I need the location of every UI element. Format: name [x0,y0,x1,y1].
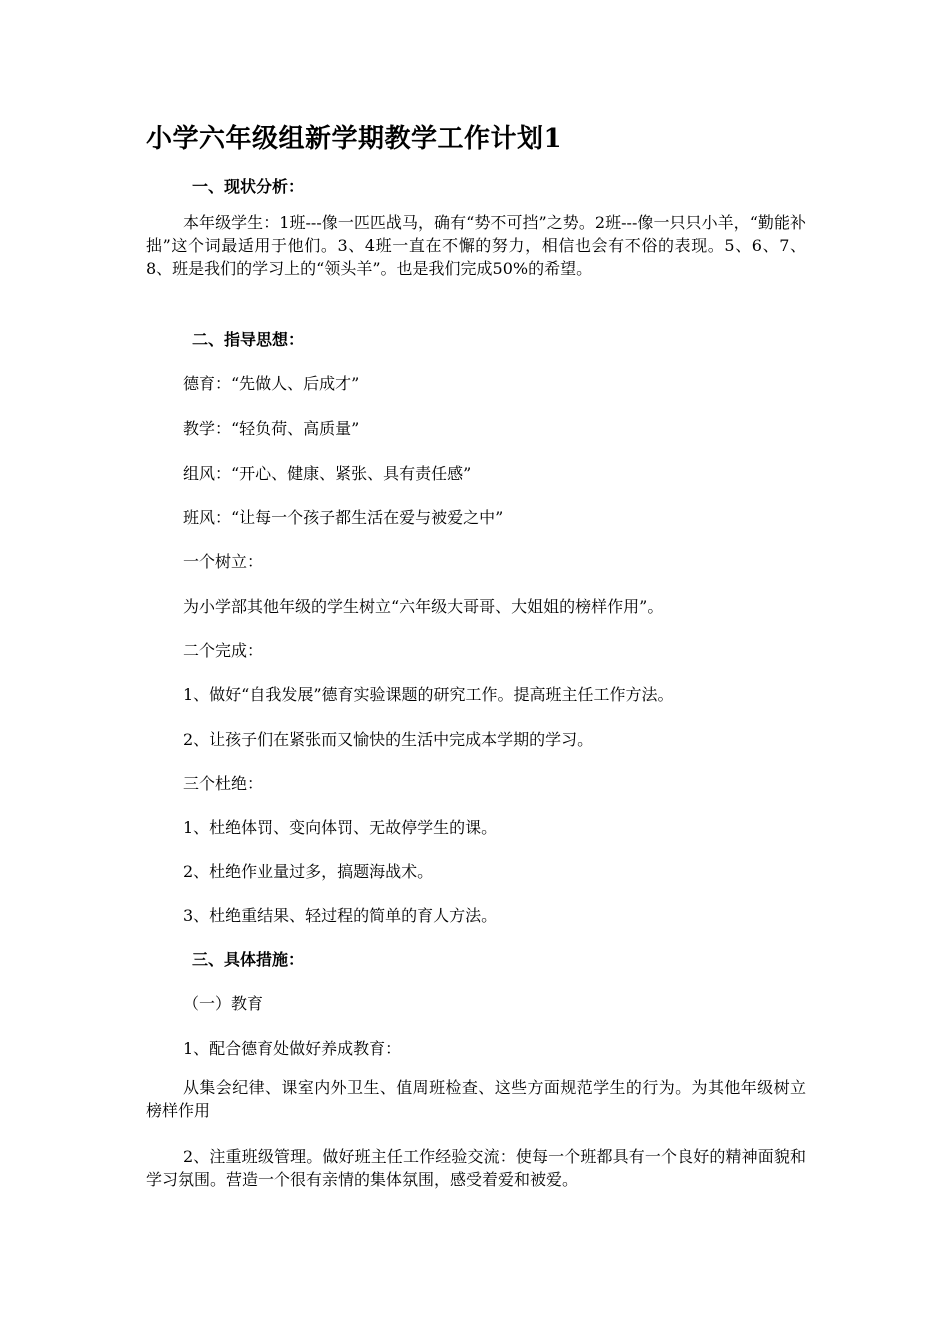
line-three-prohibitions: 三个杜绝： [183,774,264,793]
paragraph-behavior-norms: 从集会纪律、课室内外卫生、值周班检查、这些方面规范学生的行为。为其他年级树立榜样作用 [146,1078,806,1120]
list-item-prohibition-1: 1、杜绝体罚、变向体罚、无故停学生的课。 [183,818,498,837]
subsection-education: （一）教育 [183,994,264,1013]
paragraph-class-management: 2、注重班级管理。做好班主任工作经验交流：使每一个班都具有一个良好的精神面貌和学习氛围。营造一个很有亲情的集体氛围，感受着爱和被爱。 [146,1147,806,1189]
line-two-completions: 二个完成： [183,641,264,660]
paragraph-student-status: 本年级学生：1班---像一匹匹战马，确有“势不可挡”之势。2班---像一只只小羊，“勤能补拙”这个词最适用于他们。3、4班一直在不懈的努力，相信也会有不俗的表现。5、6、7、8、班是我们的学习上的“领头羊”。也是我们完成50%的希望。 [146,213,806,278]
list-item-completion-2: 2、让孩子们在紧张而又愉快的生活中完成本学期的学习。 [183,730,594,749]
list-item-prohibition-2: 2、杜绝作业量过多，搞题海战术。 [183,862,434,881]
list-item-prohibition-3: 3、杜绝重结果、轻过程的简单的育人方法。 [183,906,498,925]
line-one-establish: 一个树立： [183,552,264,571]
line-role-model: 为小学部其他年级的学生树立“六年级大哥哥、大姐姐的榜样作用”。 [183,597,664,616]
section-heading-guiding-ideology: 二、指导思想： [192,330,305,349]
line-group-style: 组风：“开心、健康、紧张、具有责任感” [183,464,472,483]
line-class-style: 班风：“让每一个孩子都生活在爱与被爱之中” [183,508,504,527]
list-item-habit-education: 1、配合德育处做好养成教育： [183,1039,402,1058]
line-moral-education: 德育：“先做人、后成才” [183,374,360,393]
document-title: 小学六年级组新学期教学工作计划1 [146,124,563,154]
list-item-completion-1: 1、做好“自我发展”德育实验课题的研究工作。提高班主任工作方法。 [183,685,674,704]
section-heading-specific-measures: 三、具体措施： [192,950,305,969]
line-teaching: 教学：“轻负荷、高质量” [183,419,360,438]
section-heading-status-analysis: 一、现状分析： [192,177,305,196]
